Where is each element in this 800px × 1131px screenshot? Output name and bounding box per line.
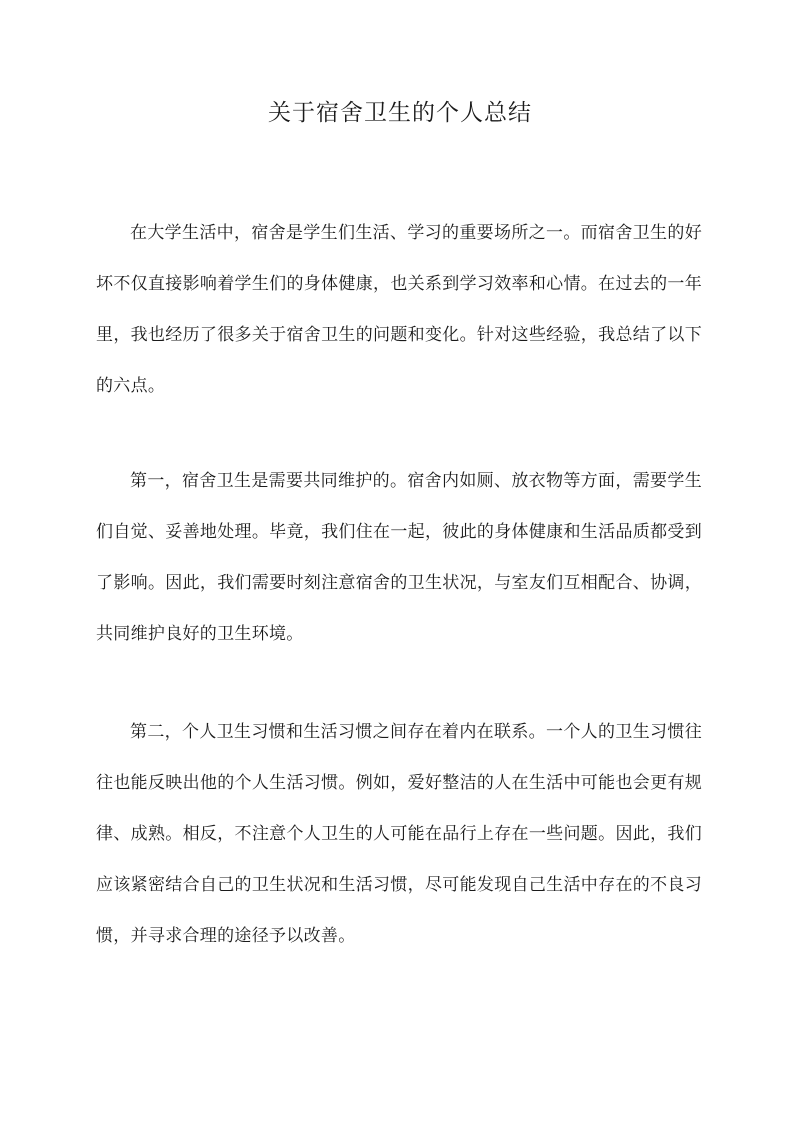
paragraph-intro: 在大学生活中，宿舍是学生们生活、学习的重要场所之一。而宿舍卫生的好坏不仅直接影响着学生们的身体健康，也关系到学习效率和心情。在过去的一年里，我也经历了很多关于宿舍卫生的问题和变化。针对这些经验，我总结了以下的六点。 (96, 223, 702, 396)
paragraph-point-one: 第一，宿舍卫生是需要共同维护的。宿舍内如厕、放衣物等方面，需要学生们自觉、妥善地处理。毕竟，我们住在一起，彼此的身体健康和生活品质都受到了影响。因此，我们需要时刻注意宿舍的卫生状况，与室友们互相配合、协调，共同维护良好的卫生环境。 (96, 471, 702, 644)
document-title: 关于宿舍卫生的个人总结 (268, 100, 532, 126)
paragraph-point-two: 第二，个人卫生习惯和生活习惯之间存在着内在联系。一个人的卫生习惯往往也能反映出他的个人生活习惯。例如，爱好整洁的人在生活中可能也会更有规律、成熟。相反，不注意个人卫生的人可能在品行上存在一些问题。因此，我们应该紧密结合自己的卫生状况和生活习惯，尽可能发现自己生活中存在的不良习惯，并寻求合理的途径予以改善。 (96, 722, 702, 946)
